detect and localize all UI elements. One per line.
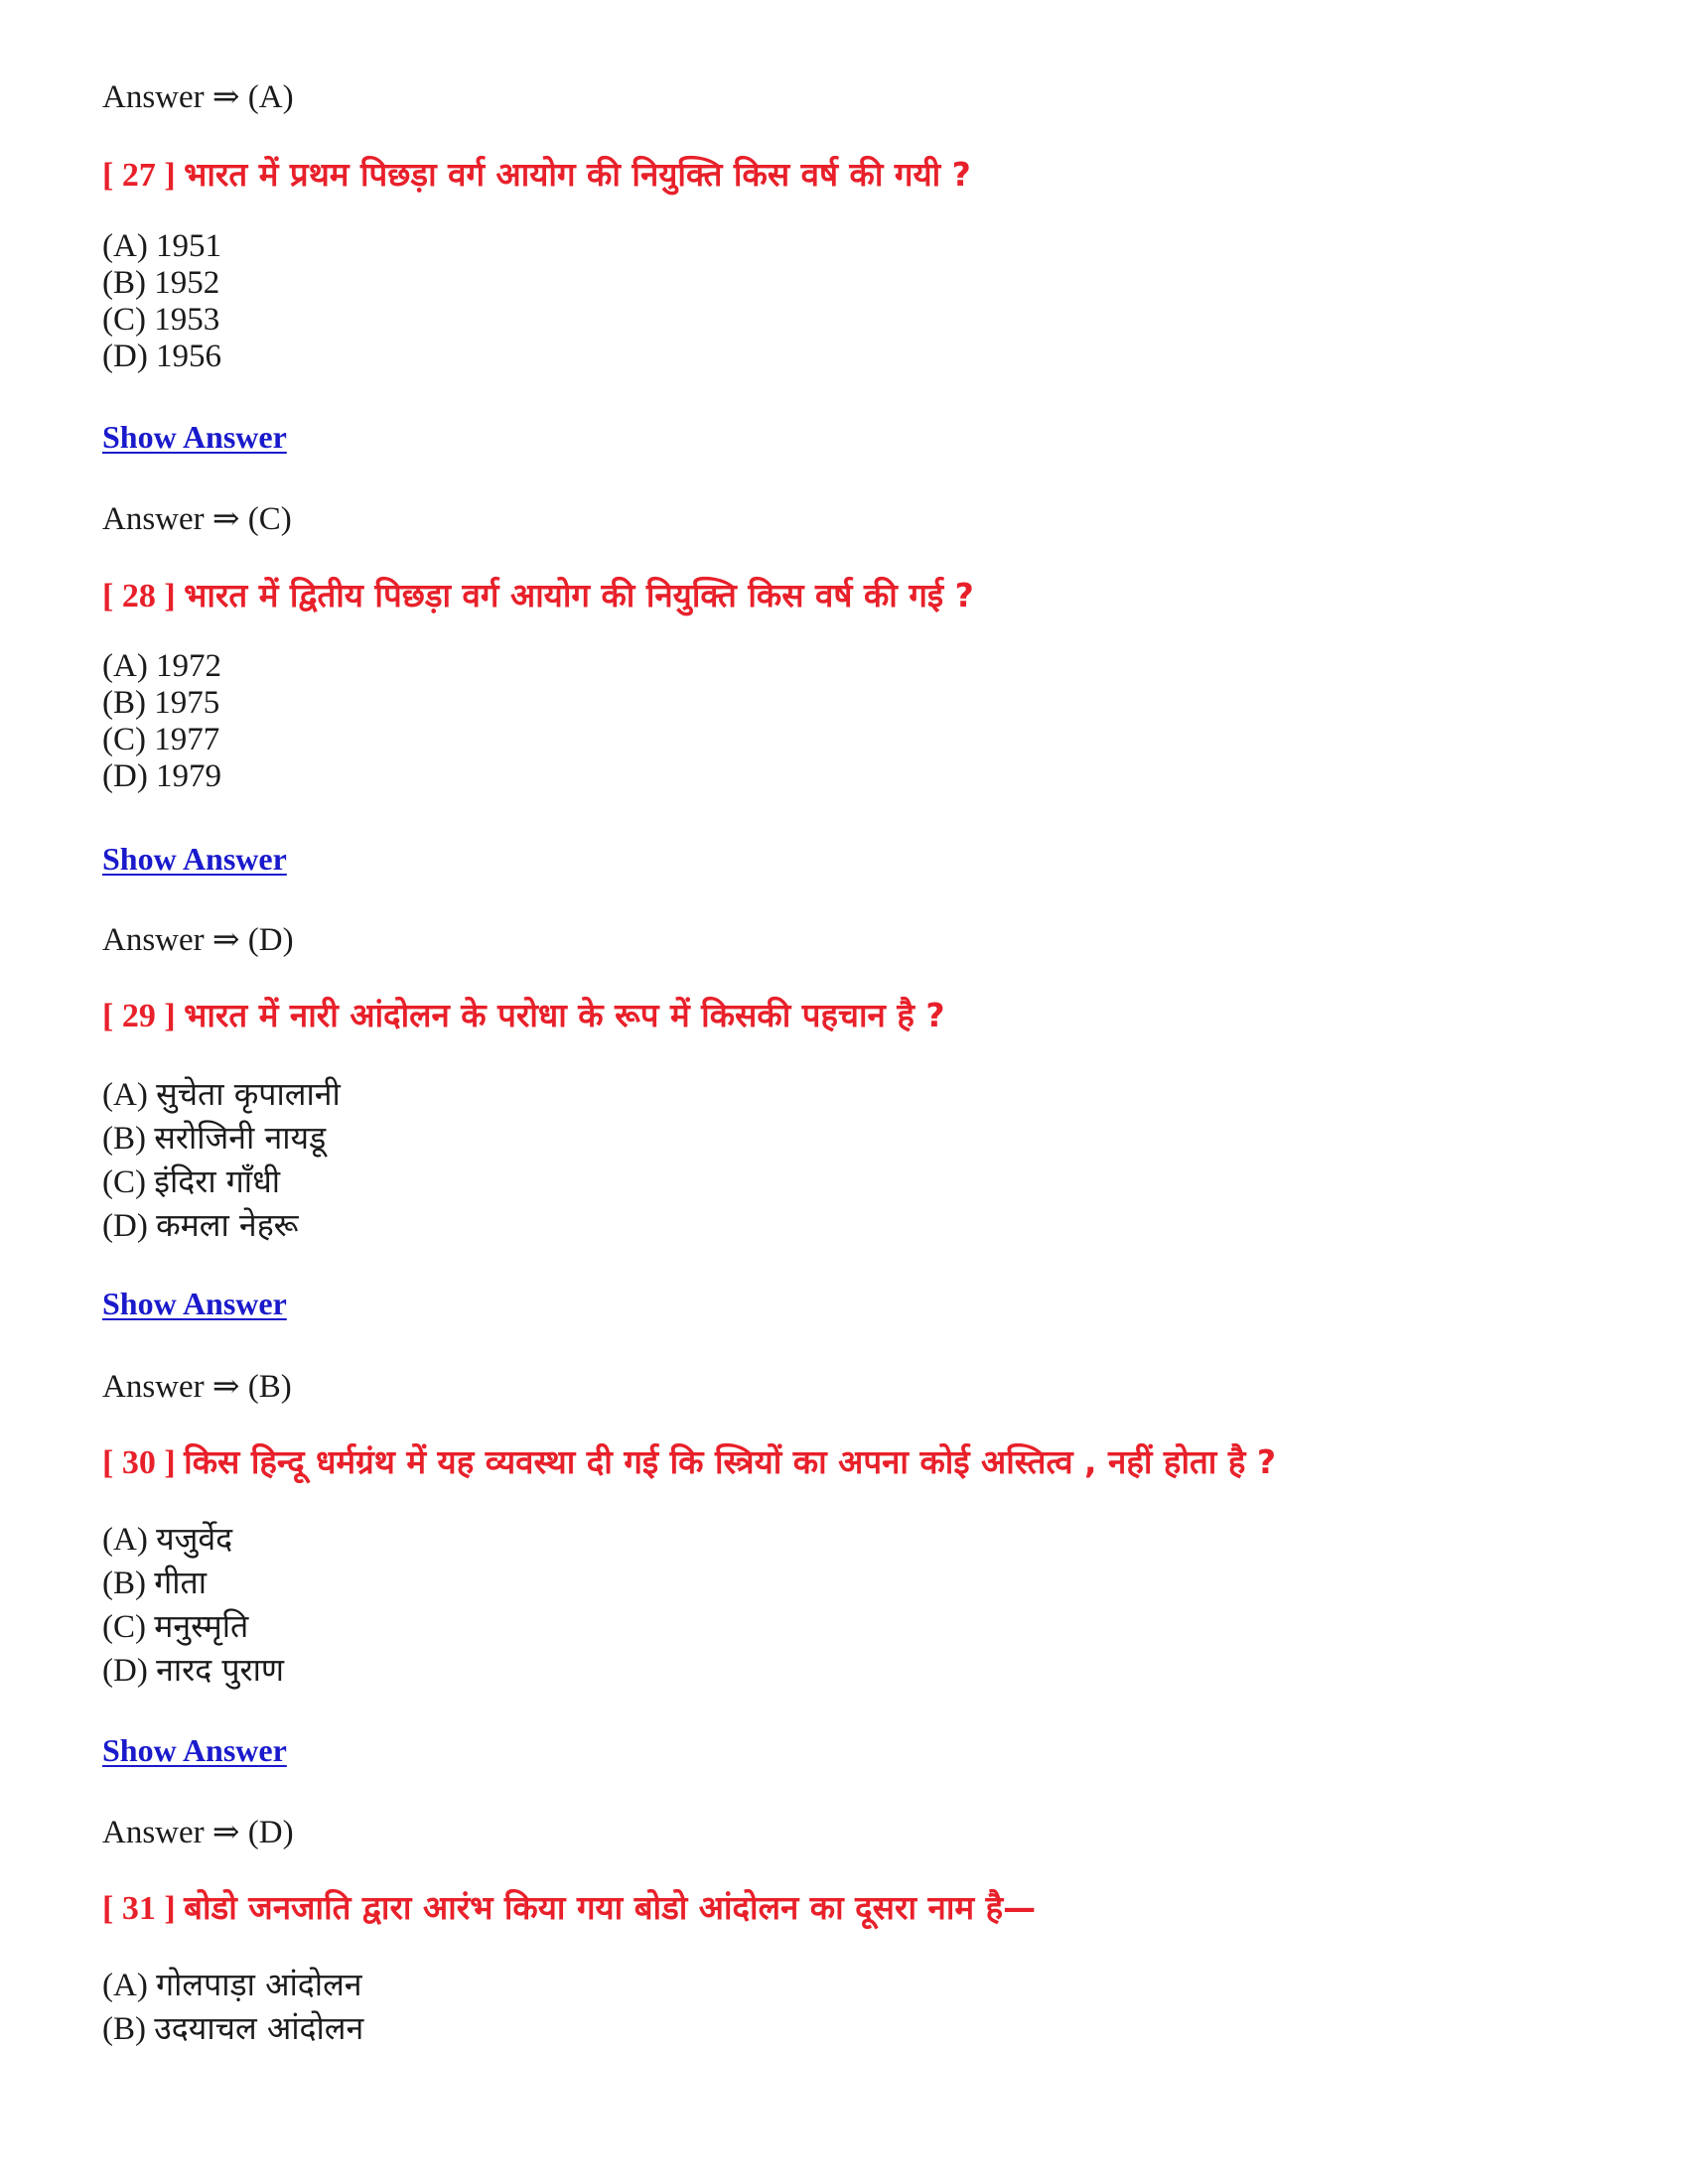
option-letter: (B): [102, 1121, 146, 1157]
option-text: यजुर्वेद: [156, 1520, 233, 1558]
question-text: किस हिन्दू धर्मग्रंथ में यह व्यवस्था दी गई कि स्त्रियों का अपना कोई अस्तित्व , नहीं होता है ?: [184, 1442, 1276, 1481]
options-list: [102, 228, 221, 375]
option-d: [102, 1648, 284, 1692]
question-number: [ 29 ]: [102, 998, 176, 1034]
option-text: सरोजिनी नायडू: [154, 1119, 327, 1157]
answer-line: Answer ⇒ (A): [102, 79, 294, 115]
option-a: (A) 1951: [102, 228, 222, 264]
answer-line: Answer ⇒ (C): [102, 501, 292, 537]
option-b: (B) 1952: [102, 265, 220, 301]
option-letter: (C): [102, 1164, 146, 1200]
option-b: [102, 2006, 363, 2050]
question-number: [ 30 ]: [102, 1444, 176, 1481]
option-text: सुचेता कृपालानी: [156, 1075, 341, 1113]
show-answer-link[interactable]: Show Answer: [102, 1732, 287, 1768]
option-c: [102, 1160, 341, 1203]
option-b: (B) 1975: [102, 685, 220, 721]
option-b: [102, 1116, 341, 1160]
show-answer-link[interactable]: Show Answer: [102, 841, 287, 877]
option-d: (D) 1979: [102, 758, 222, 794]
option-c: [102, 1604, 284, 1648]
option-a: (A) 1972: [102, 648, 222, 684]
options-list: [102, 1963, 363, 2050]
option-text: कमला नेहरू: [156, 1206, 299, 1244]
option-d: [102, 1203, 341, 1247]
option-letter: (B): [102, 2011, 146, 2047]
question-text: भारत में द्वितीय पिछड़ा वर्ग आयोग की नियुक्ति किस वर्ष की गई ?: [184, 576, 974, 614]
option-b: [102, 1561, 284, 1604]
question-27: [102, 153, 971, 198]
question-number: [ 28 ]: [102, 578, 176, 614]
option-letter: (A): [102, 1522, 148, 1558]
option-text: गोलपाड़ा आंदोलन: [156, 1966, 362, 2003]
options-list: [102, 1072, 341, 1247]
question-30: [102, 1440, 1276, 1485]
answer-line: Answer ⇒ (D): [102, 1815, 294, 1850]
option-c: (C) 1977: [102, 722, 220, 757]
option-d: (D) 1956: [102, 339, 222, 374]
question-text: भारत में नारी आंदोलन के परोधा के रूप में किसकी पहचान है ?: [184, 996, 945, 1034]
answer-line: Answer ⇒ (B): [102, 1369, 292, 1405]
option-letter: (B): [102, 1566, 146, 1601]
question-number: [ 27 ]: [102, 157, 176, 194]
option-letter: (A): [102, 1968, 148, 2003]
option-text: नारद पुराण: [156, 1651, 285, 1689]
option-text: मनुस्मृति: [154, 1607, 249, 1645]
option-text: उदयाचल आंदोलन: [154, 2009, 364, 2047]
option-letter: (C): [102, 1609, 146, 1645]
question-text: भारत में प्रथम पिछड़ा वर्ग आयोग की नियुक्ति किस वर्ष की गयी ?: [184, 155, 971, 194]
option-a: [102, 1963, 363, 2006]
show-answer-link[interactable]: Show Answer: [102, 1286, 287, 1321]
option-a: [102, 1072, 341, 1116]
question-28: [102, 574, 974, 618]
option-text: इंदिरा गाँधी: [154, 1162, 281, 1200]
answer-line: Answer ⇒ (D): [102, 922, 294, 958]
option-letter: (A): [102, 1077, 148, 1113]
show-answer-link[interactable]: Show Answer: [102, 419, 287, 455]
option-c: (C) 1953: [102, 302, 220, 338]
option-text: गीता: [154, 1564, 208, 1601]
question-text: बोडो जनजाति द्वारा आरंभ किया गया बोडो आंदोलन का दूसरा नाम है—: [184, 1888, 1037, 1927]
question-31: [102, 1886, 1036, 1931]
option-a: [102, 1517, 284, 1561]
options-list: [102, 648, 221, 795]
question-number: [ 31 ]: [102, 1890, 176, 1927]
options-list: [102, 1517, 284, 1692]
option-letter: (D): [102, 1208, 148, 1244]
option-letter: (D): [102, 1653, 148, 1689]
question-29: [102, 994, 944, 1038]
